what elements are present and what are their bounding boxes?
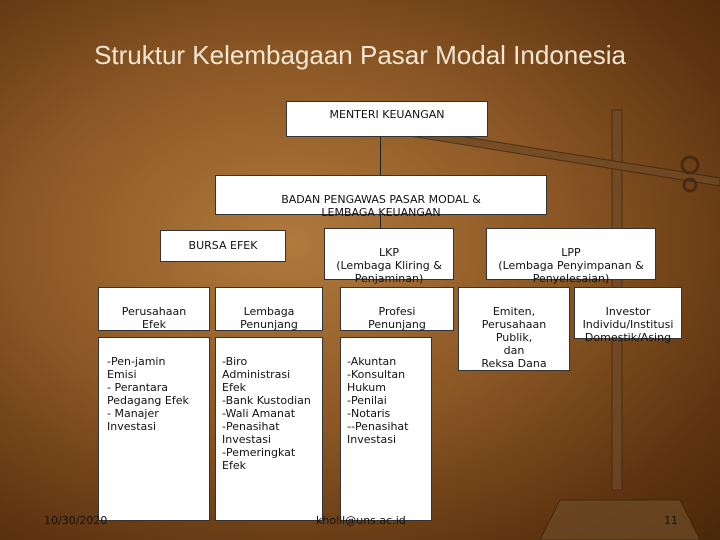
box-perusahaan-efek — [98, 287, 210, 331]
bursa-efek-label: BURSA EFEK — [188, 239, 258, 252]
footer-date: 10/30/2020 — [44, 514, 108, 527]
box-menteri-keuangan — [286, 101, 488, 137]
connector-line — [380, 137, 381, 175]
box-investor — [574, 287, 682, 344]
lpp-label: LPP (Lembaga Penyimpanan & Penyelesaian) — [498, 246, 644, 285]
box-lkp — [324, 228, 454, 285]
emiten-label: Emiten, Perusahaan Publik, dan Reksa Dana — [481, 305, 547, 370]
box-lembaga-penunjang — [215, 287, 323, 331]
box-emiten — [458, 287, 570, 371]
lkp-label: LKP (Lembaga Kliring & Penjaminan) — [336, 246, 442, 285]
profesi-penunjang-list: -Akuntan -Konsultan Hukum -Penilai -Notaris --Penasihat Investasi — [347, 355, 409, 446]
lembaga-penunjang-list: -Biro Administrasi Efek -Bank Kustodian -Wali Amanat -Penasihat Investasi -Pemeringkat Efek — [222, 355, 311, 472]
perusahaan-efek-label: Perusahaan Efek — [121, 305, 187, 331]
lembaga-penunjang-label: Lembaga Penunjang — [240, 305, 298, 331]
footer-page-number: 11 — [664, 514, 678, 527]
investor-label: Investor Individu/Institusi Domestik/Asing — [582, 305, 674, 344]
box-lpp — [486, 228, 656, 285]
box-profesi-penunjang — [340, 287, 454, 331]
box-bapepam-lk — [215, 175, 547, 219]
profesi-penunjang-label: Profesi Penunjang — [368, 305, 426, 331]
box-profesi-penunjang-list — [340, 337, 432, 521]
box-perusahaan-efek-list — [98, 337, 210, 521]
box-lembaga-penunjang-list — [215, 337, 323, 521]
bapepam-label: BADAN PENGAWAS PASAR MODAL & LEMBAGA KEUANGAN — [281, 193, 481, 219]
footer-email: kholil@uns.ac.id — [316, 514, 406, 527]
slide-title: Struktur Kelembagaan Pasar Modal Indonesia — [94, 40, 626, 70]
box-bursa-efek — [160, 230, 286, 262]
perusahaan-efek-list: -Pen-jamin Emisi - Perantara Pedagang Efek - Manajer Investasi — [107, 355, 189, 433]
menteri-label: MENTERI KEUANGAN — [329, 108, 445, 121]
